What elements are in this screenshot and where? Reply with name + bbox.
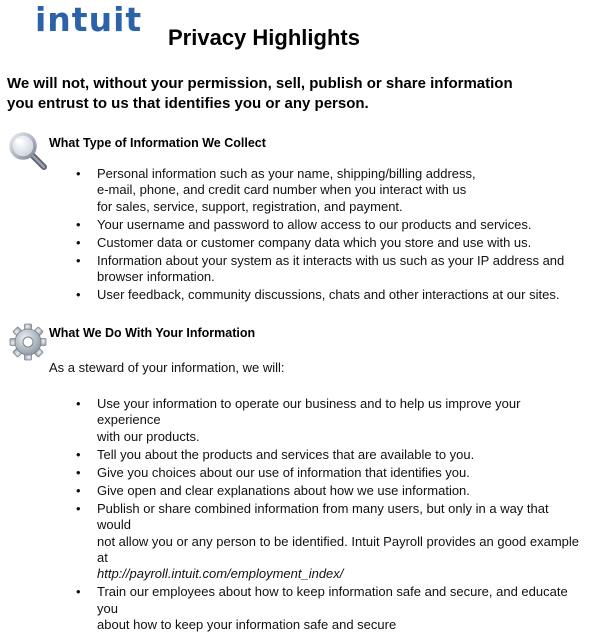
- list-item: • Tell you about the products and services that are available to you.: [76, 446, 475, 462]
- section-intro: As a steward of your information, we will:: [49, 360, 285, 375]
- lead-line-2: you entrust to us that identifies you or any person.: [7, 95, 369, 112]
- use-bullet-list: [0, 396, 579, 635]
- lead-line-1: We will not, without your permission, sell, publish or share information: [7, 75, 513, 92]
- list-item: • Personal information such as your name, shipping/billing address, e-mail, phone, and credit card number when you interact with us for sales, service, support, registration, and payment.: [76, 166, 476, 214]
- page-title: Privacy Highlights: [168, 25, 360, 50]
- list-item: • Publish or share combined information from many users, but only in a way that would not allow you or any person to be identified. Intuit Payroll provides an good example at http://payroll.intuit.com/employment_index/: [76, 500, 580, 582]
- section-heading-collect: What Type of Information We Collect: [49, 136, 266, 150]
- list-item: • Give open and clear explanations about how we use information.: [76, 482, 470, 498]
- section-heading-use: What We Do With Your Information: [49, 326, 256, 340]
- list-item: • Give you choices about our use of information that identifies you.: [76, 464, 470, 480]
- list-item: • User feedback, community discussions, chats and other interactions at our sites.: [76, 287, 560, 303]
- lead-statement: [7, 74, 587, 114]
- list-item: • Train our employees about how to keep information safe and secure, and educate you about how to keep your information safe and secure: [76, 584, 568, 633]
- payroll-link: http://payroll.intuit.com/employment_index/: [97, 566, 344, 582]
- list-item: • Information about your system as it interacts with us such as your IP address and browser information.: [76, 252, 565, 285]
- collect-bullet-list: [0, 166, 579, 305]
- list-item: • Use your information to operate our business and to help us improve your experience with our products.: [76, 396, 521, 444]
- intuit-logo: intuit: [35, 0, 143, 39]
- magnifying-glass-icon: [8, 131, 48, 171]
- list-item: • Customer data or customer company data which you store and use with us.: [76, 234, 532, 250]
- list-item: • Your username and password to allow access to our products and services.: [76, 216, 532, 232]
- gear-icon: [8, 322, 48, 362]
